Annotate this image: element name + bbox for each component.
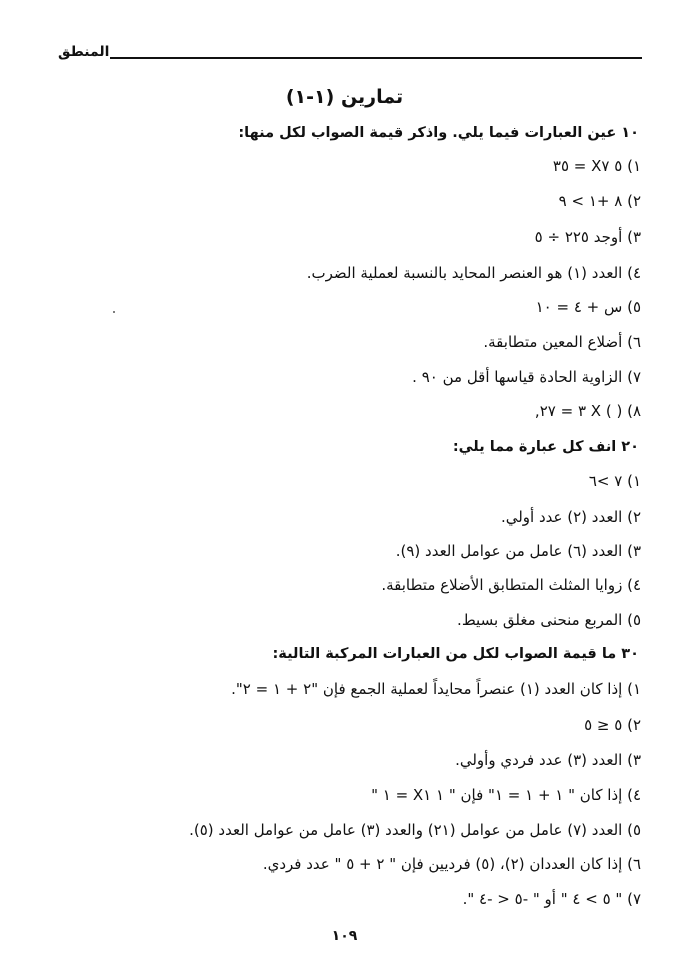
q3-item-1: ١) إذا كان العدد (١) عنصراً محايداً لعملية الجمع فإن "٢ + ١ = ٢". <box>231 680 641 698</box>
question-3-heading: ٣٠ ما قيمة الصواب لكل من العبارات المركبة التالية: <box>272 646 639 662</box>
question-2-heading: ٢٠ انف كل عبارة مما يلي: <box>452 439 639 455</box>
q3-item-3: ٣) العدد (٣) عدد فردي وأولي. <box>455 751 641 769</box>
q1-item-5: ٥) س + ٤ = ١٠ <box>535 298 641 316</box>
q2-item-4: ٤) زوايا المثلث المتطابق الأضلاع متطابقة. <box>381 576 641 594</box>
q3-item-7: ٧) " ٥ > ٤ " أو " -٥ < -٤ ". <box>462 890 641 908</box>
exercise-title: تمارين (١-١) <box>285 86 404 108</box>
q1-item-7: ٧) الزاوية الحادة قياسها أقل من ٩٠ . <box>412 368 641 386</box>
running-header <box>58 44 642 66</box>
q3-item-2: ٢) ٥ ≤ ٥ <box>584 716 641 734</box>
scan-speck <box>113 311 115 313</box>
q3-item-6: ٦) إذا كان العددان (٢)، (٥) فرديين فإن " ٢ + ٥ " عدد فردي. <box>262 855 641 873</box>
question-1-heading: ١٠ عين العبارات فيما يلي. واذكر قيمة الصواب لكل منها: <box>238 125 639 141</box>
q1-item-4: ٤) العدد (١) هو العنصر المحايد بالنسبة لعملية الضرب. <box>306 264 641 282</box>
q1-item-3: ٣) أوجد ٢٢٥ ÷ ٥ <box>534 228 641 246</box>
q1-item-6: ٦) أضلاع المعين متطابقة. <box>483 333 641 351</box>
q2-item-2: ٢) العدد (٢) عدد أولي. <box>500 508 641 526</box>
q3-item-5: ٥) العدد (٧) عامل من عوامل (٢١) والعدد (٣) عامل من عوامل العدد (٥). <box>189 821 641 839</box>
q2-item-5: ٥) المربع منحنى مغلق بسيط. <box>457 611 641 629</box>
q3-item-4: ٤) إذا كان " ١ + ١ = ١" فإن " ١ X١ = ١ " <box>371 786 641 804</box>
header-title: المنطق <box>58 44 110 60</box>
q1-item-8: ٨) ( ) X ٣ = ٢٧, <box>534 402 641 420</box>
q1-item-2: ٢) ٨ +١ > ٩ <box>558 192 641 210</box>
q2-item-1: ١) ٧ >٦ <box>588 472 641 490</box>
q1-item-1: ١) ٥ X٧ = ٣٥ <box>552 157 641 175</box>
header-rule <box>110 57 642 59</box>
q2-item-3: ٣) العدد (٦) عامل من عوامل العدد (٩). <box>395 542 641 560</box>
page-number: ١٠٩ <box>331 928 358 944</box>
